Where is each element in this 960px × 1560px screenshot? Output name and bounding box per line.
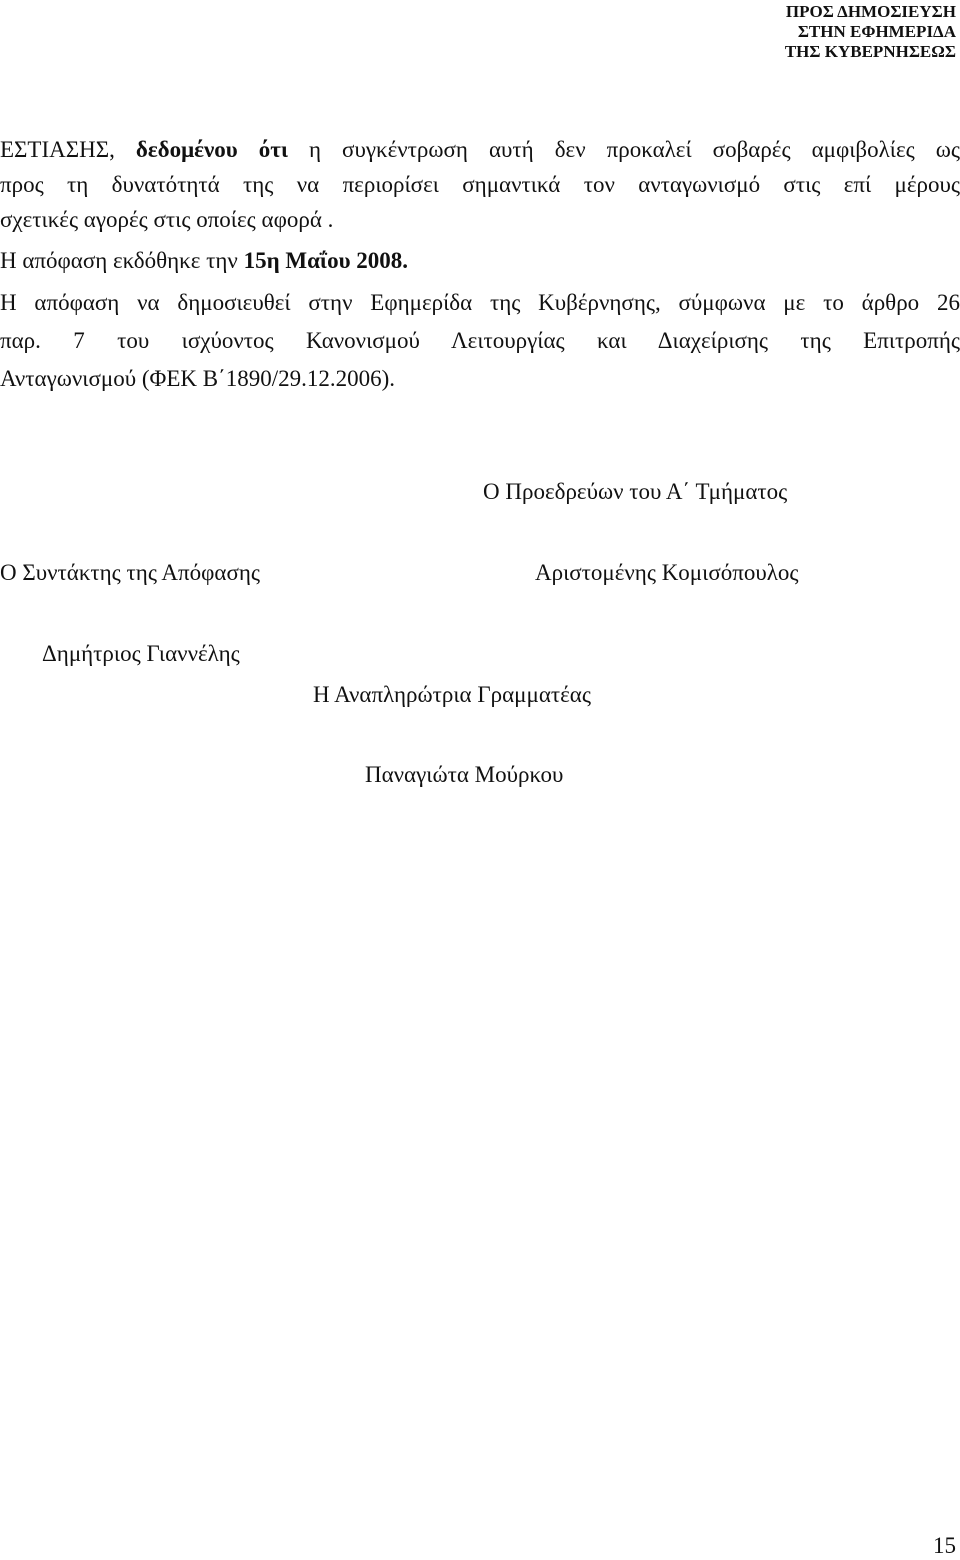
chair-name: Αριστομένης Κομισόπουλος <box>535 560 799 585</box>
page-number: 15 <box>933 1533 956 1558</box>
paragraph1-start: ΕΣΤΙΑΣΗΣ, <box>0 137 115 162</box>
paragraph3-line-3: Ανταγωνισμού (ΦΕΚ Β΄1890/29.12.2006). <box>0 366 396 391</box>
secretary-name: Παναγιώτα Μούρκου <box>365 762 564 787</box>
decision-date: 15η Μαΐου 2008. <box>243 248 409 273</box>
paragraph1-end: η συγκέντρωση αυτή δεν προκαλεί σοβαρές αμφιβολίες ως <box>309 137 960 162</box>
paragraph1-line-2: προς τη δυνατότητά της να περιορίσει σημαντικά τον ανταγωνισμό στις επί μέρους <box>0 172 960 197</box>
paragraph1-line-3: σχετικές αγορές στις οποίες αφορά . <box>0 207 334 232</box>
rapporteur-title: Ο Συντάκτης της Απόφασης <box>0 560 260 585</box>
rapporteur-name: Δημήτριος Γιαννέλης <box>42 641 240 666</box>
paragraph3-line-1: Η απόφαση να δημοσιευθεί στην Εφημερίδα της Κυβέρνησης, σύμφωνα με το άρθρο 26 <box>0 290 960 315</box>
stamp-line-3: ΤΗΣ ΚΥΒΕΡΝΗΣΕΩΣ <box>784 42 956 61</box>
paragraph1-bold-phrase: δεδομένου ότι <box>135 137 288 162</box>
paragraph-publication-order <box>0 284 960 398</box>
secretary-title: Η Αναπληρώτρια Γραμματέας <box>313 682 591 707</box>
chair-title: Ο Προεδρεύων του Α΄ Τμήματος <box>483 479 788 504</box>
paragraph-decision-date <box>0 243 960 278</box>
paragraph-competition-assessment <box>0 132 960 237</box>
paragraph1-line-1 <box>0 132 960 167</box>
publication-stamp <box>696 2 956 62</box>
decision-date-prefix: Η απόφαση εκδόθηκε την <box>0 248 238 273</box>
paragraph3-line-2: παρ. 7 του ισχύοντος Κανονισμού Λειτουργίας και Διαχείρισης της Επιτροπής <box>0 328 960 353</box>
stamp-line-2: ΣΤΗΝ ΕΦΗΜΕΡΙΔΑ <box>797 22 956 41</box>
stamp-line-1: ΠΡΟΣ ΔΗΜΟΣΙΕΥΣΗ <box>785 2 956 21</box>
decision-date-line <box>0 243 960 278</box>
